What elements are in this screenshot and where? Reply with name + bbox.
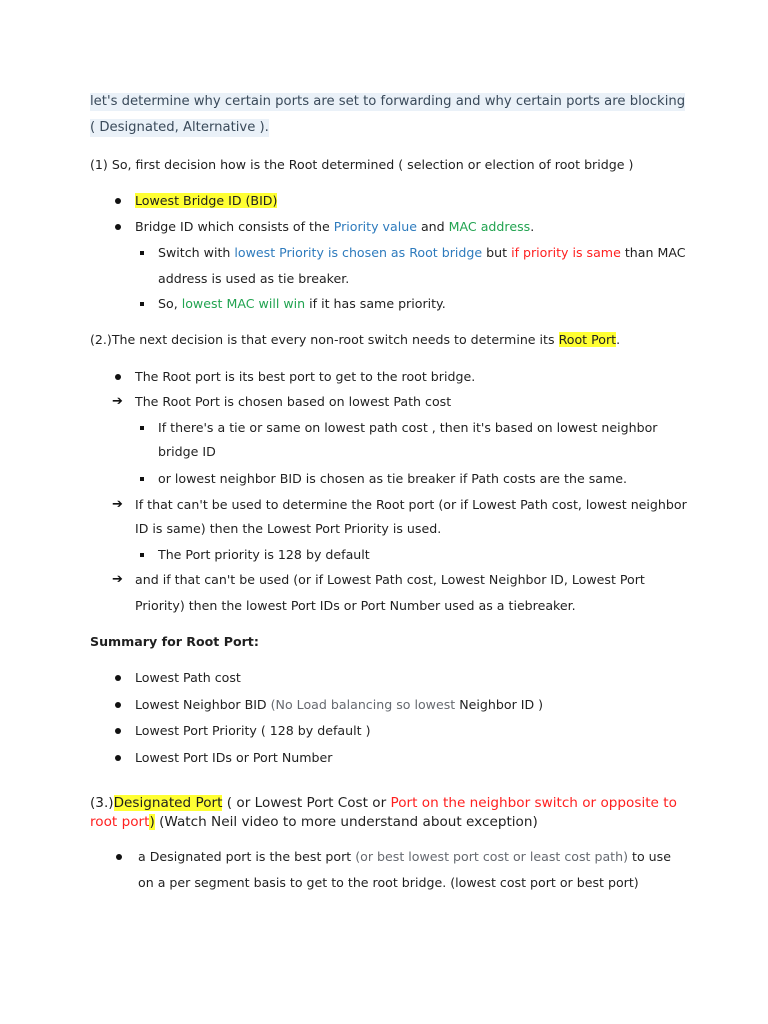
s2-arrow-2-cont: ID is same) then the Lowest Port Priority is used. [135,521,442,536]
summary-item-2: Lowest Neighbor BID (No Load balancing so lowest Neighbor ID ) [135,697,544,712]
summary-item-4: Lowest Port IDs or Port Number [135,750,333,765]
section-1-heading: (1) So, first decision how is the Root determined ( selection or election of root bridge ) [90,157,634,172]
summary-item-3: Lowest Port Priority ( 128 by default ) [135,723,371,738]
s1-subbullet-2: So, lowest MAC will win if it has same priority. [158,296,446,311]
s2-subarrow-2: or lowest neighbor BID is chosen as tie breaker if Path costs are the same. [158,471,627,486]
section-3-heading: (3.)Designated Port ( or Lowest Port Cost or Port on the neighbor switch or opposite to [90,795,677,811]
summary-title: Summary for Root Port: [90,634,259,649]
square-bullet-icon [140,477,144,481]
s2-subarrow-3: The Port priority is 128 by default [158,547,370,562]
arrow-right-icon: ➔ [112,394,123,409]
bullet-icon [116,854,122,860]
section-3-heading-cont: root port) (Watch Neil video to more understand about exception) [90,814,538,830]
arrow-right-icon: ➔ [112,572,123,587]
s2-arrow-1: The Root Port is chosen based on lowest Path cost [135,394,452,409]
s2-arrow-3-cont: Priority) then the lowest Port IDs or Port Number used as a tiebreaker. [135,598,576,613]
bullet-icon [115,702,121,708]
section-2-heading: (2.)The next decision is that every non-root switch needs to determine its Root Port. [90,332,621,347]
s1-bullet-2: Bridge ID which consists of the Priority value and MAC address. [135,219,535,234]
bullet-icon [115,198,121,204]
s2-arrow-2: If that can't be used to determine the Root port (or if Lowest Path cost, lowest neighbor [135,497,687,512]
s2-bullet-1: The Root port is its best port to get to the root bridge. [135,369,476,384]
square-bullet-icon [140,553,144,557]
s3-bullet-1: a Designated port is the best port (or best lowest port cost or least cost path) to use [138,849,671,864]
intro-line-2: ( Designated, Alternative ). [90,120,269,135]
s2-subarrow-1: If there's a tie or same on lowest path cost , then it's based on lowest neighbor [158,420,658,435]
square-bullet-icon [140,251,144,255]
s3-bullet-1-cont: on a per segment basis to get to the root bridge. (lowest cost port or best port) [138,875,639,890]
bullet-icon [115,728,121,734]
bullet-icon [115,755,121,761]
s1-bullet-1: Lowest Bridge ID (BID) [135,193,278,208]
bullet-icon [115,675,121,681]
square-bullet-icon [140,302,144,306]
intro-line-1: let's determine why certain ports are set to forwarding and why certain ports are blocking [90,94,686,109]
summary-item-1: Lowest Path cost [135,670,241,685]
arrow-right-icon: ➔ [112,497,123,512]
s2-arrow-3: and if that can't be used (or if Lowest Path cost, Lowest Neighbor ID, Lowest Port [135,572,645,587]
bullet-icon [115,224,121,230]
s2-subarrow-1-cont: bridge ID [158,444,216,459]
s1-subbullet-1: Switch with lowest Priority is chosen as Root bridge but if priority is same than MAC [158,245,686,260]
bullet-icon [115,374,121,380]
s1-subbullet-1-cont: address is used as tie breaker. [158,271,350,286]
square-bullet-icon [140,426,144,430]
